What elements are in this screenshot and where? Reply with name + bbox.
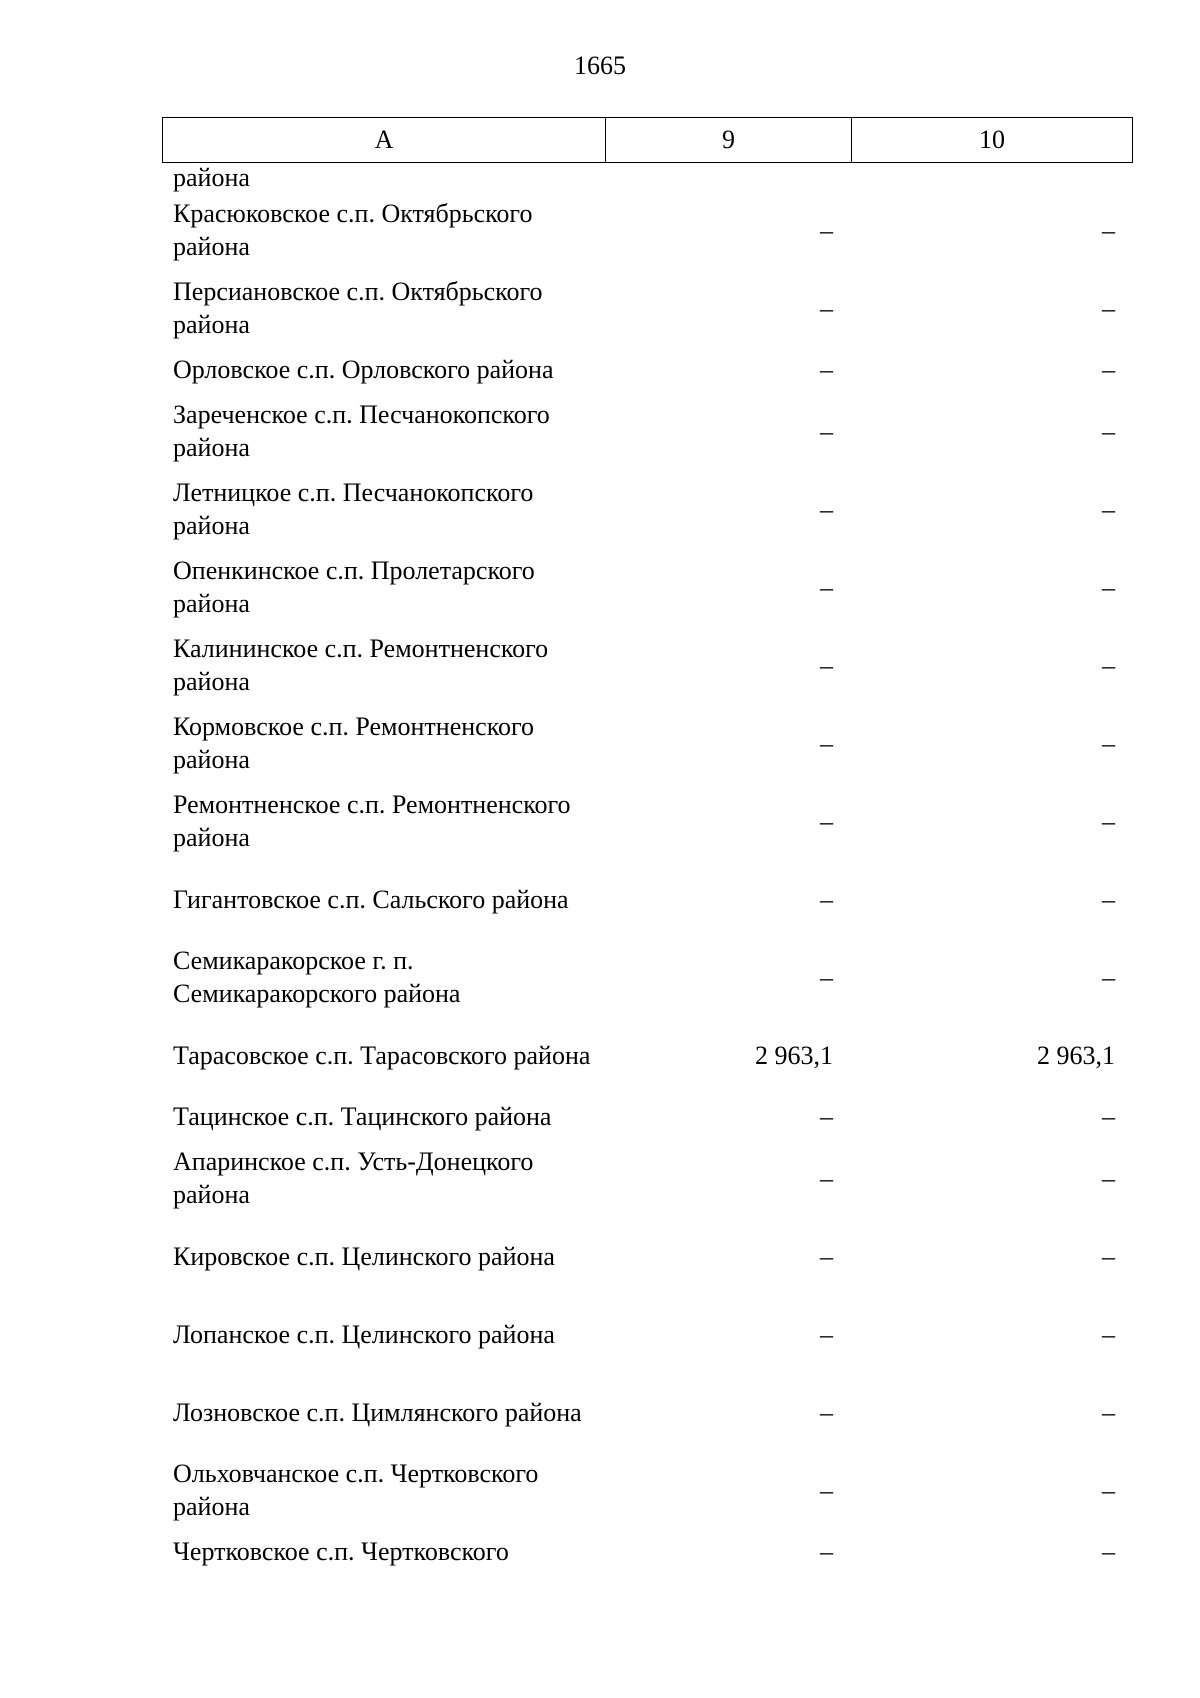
row-value-10: – [1102,1475,1115,1505]
row-value-9: – [820,806,833,836]
table-row [162,392,1133,470]
row-value-9: – [820,1102,833,1131]
row-name: Тацинское с.п. Тацинского района [173,1102,552,1131]
row-name-continuation: района [173,163,250,192]
row-value-10: – [1102,1163,1115,1193]
table-row [162,782,1133,860]
row-name: Лозновское с.п. Цимлянского района [173,1397,582,1427]
header-column-10: 10 [979,125,1005,154]
row-value-9: – [820,728,833,758]
table-row [162,347,1133,392]
row-value-9: 2 963,1 [755,1040,833,1070]
row-value-10: – [1102,884,1115,914]
table-row [162,938,1133,1016]
row-value-10: – [1102,355,1115,384]
row-value-10: – [1102,1102,1115,1131]
row-value-9: – [820,1241,833,1271]
row-value-9: – [820,215,833,245]
row-value-9: – [820,1537,833,1566]
row-value-9: – [820,650,833,680]
row-name: Красюковское с.п. Октябрьского района [173,199,533,261]
row-value-9: – [820,1397,833,1427]
row-name: Летницкое с.п. Песчанокопского района [173,478,534,540]
row-value-10: – [1102,215,1115,245]
table-row [162,1451,1133,1529]
table-header [162,117,1133,163]
row-name: Тарасовское с.п. Тарасовского района [173,1040,591,1070]
row-value-10: – [1102,728,1115,758]
header-column-a: А [163,118,606,162]
row-name: Гигантовское с.п. Сальского района [173,884,569,914]
row-name: Чертковское с.п. Чертковского [173,1537,509,1566]
row-value-10: – [1102,650,1115,680]
table-row [162,1016,1133,1094]
row-value-9: – [820,293,833,323]
table-row [162,548,1133,626]
row-value-10: – [1102,1241,1115,1271]
table-row [162,1217,1133,1295]
row-name: Кировское с.п. Целинского района [173,1241,555,1271]
row-name: Лопанское с.п. Целинского района [173,1319,555,1349]
row-value-9: – [820,1163,833,1193]
row-name: Ольховчанское с.п. Чертковского района [173,1459,539,1521]
row-name: Калининское с.п. Ремонтненского района [173,634,549,696]
table-row [162,1094,1133,1139]
row-value-9: – [820,1319,833,1349]
table-row [162,704,1133,782]
row-name: Зареченское с.п. Песчанокопского района [173,400,550,462]
table-row [162,269,1133,347]
row-value-10: – [1102,962,1115,992]
row-value-9: – [820,1475,833,1505]
row-value-9: – [820,884,833,914]
table-row [162,1529,1133,1583]
row-value-10: – [1102,494,1115,524]
table-body [162,163,1133,1583]
header-column-9: 9 [606,118,852,162]
row-value-10: – [1102,572,1115,602]
row-value-9: – [820,962,833,992]
row-value-9: – [820,494,833,524]
table-row [162,1139,1133,1217]
row-value-9: – [820,572,833,602]
table-row [162,626,1133,704]
row-name: Орловское с.п. Орловского района [173,355,554,384]
row-value-10: 2 963,1 [1037,1040,1115,1070]
page-number: 1665 [574,51,626,80]
row-value-10: – [1102,1319,1115,1349]
row-value-10: – [1102,416,1115,446]
row-value-10: – [1102,1397,1115,1427]
row-value-9: – [820,416,833,446]
row-value-10: – [1102,293,1115,323]
row-value-10: – [1102,1537,1115,1566]
row-name: Персиановское с.п. Октябрьского района [173,277,543,339]
table-row-continuation [162,161,1133,191]
row-name: Опенкинское с.п. Пролетарского района [173,556,535,618]
table-row [162,191,1133,269]
row-name: Апаринское с.п. Усть-Донецкого района [173,1147,534,1209]
table-row [162,860,1133,938]
row-value-9: – [820,355,833,384]
table-row [162,1295,1133,1373]
row-name: Ремонтненское с.п. Ремонтненского района [173,790,571,852]
table-row [162,1373,1133,1451]
table-row [162,470,1133,548]
row-value-10: – [1102,806,1115,836]
row-name: Кормовское с.п. Ремонтненского района [173,712,535,774]
row-name: Семикаракорское г. п. Семикаракорского района [173,946,461,1008]
